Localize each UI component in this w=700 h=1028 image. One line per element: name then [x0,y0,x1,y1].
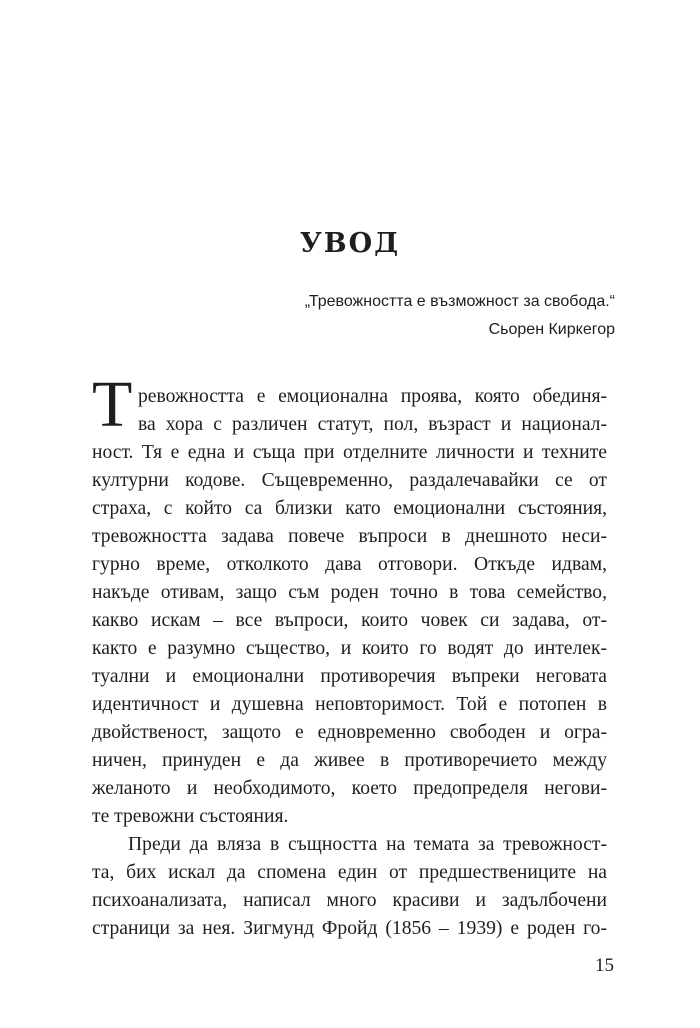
epigraph [305,288,615,344]
page-number: 15 [595,955,614,976]
text-line: ност. Тя е една и съща при отделните личности и техните [92,442,607,463]
text-line: както е разумно същество, и които го водят до интелек- [92,638,607,659]
epigraph-quote: „Тревожността е възможност за свобода.“ [304,293,615,310]
epigraph-author: Сьорен Киркегор [488,321,615,338]
body-text [92,383,607,943]
drop-cap: Т [92,368,133,441]
text-line: какво искам – все въпроси, които човек си задава, от- [92,610,607,631]
text-line: ревожността е емоционална проява, която обединя- [138,386,607,407]
text-line: ничен, принуден е да живее в противоречието между [92,750,607,771]
text-line: гурно време, отколкото дава отговори. Откъде идвам, [92,554,607,575]
text-line: страха, с който са близки като емоционални състояния, [92,498,607,519]
text-line: желаното и необходимото, което предопределя негови- [92,778,607,799]
text-line: туални и емоционални противоречия въпреки неговата [92,666,607,687]
text-line: те тревожни състояния. [92,806,289,827]
text-line: Преди да вляза в същността на темата за тревожност- [128,834,607,855]
text-line: накъде отивам, защо съм роден точно в това семейство, [92,582,607,603]
text-line: двойственост, защото е едновременно свободен и огра- [92,722,607,743]
text-line: ва хора с различен статут, пол, възраст и национал- [138,414,607,435]
paragraph-2 [92,831,607,943]
text-line: тревожността задава повече въпроси в днешното неси- [92,526,607,547]
text-line: страници за нея. Зигмунд Фройд (1856 – 1939) е роден го- [92,918,607,939]
text-line: та, бих искал да спомена един от предшествениците на [92,862,607,883]
chapter-title: УВОД [299,228,401,259]
text-line: културни кодове. Същевременно, раздалечавайки се от [92,470,607,491]
text-line: идентичност и душевна неповторимост. Той е потопен в [92,694,607,715]
paragraph-1 [92,383,607,831]
text-line: психоанализата, написал много красиви и задълбочени [92,890,607,911]
